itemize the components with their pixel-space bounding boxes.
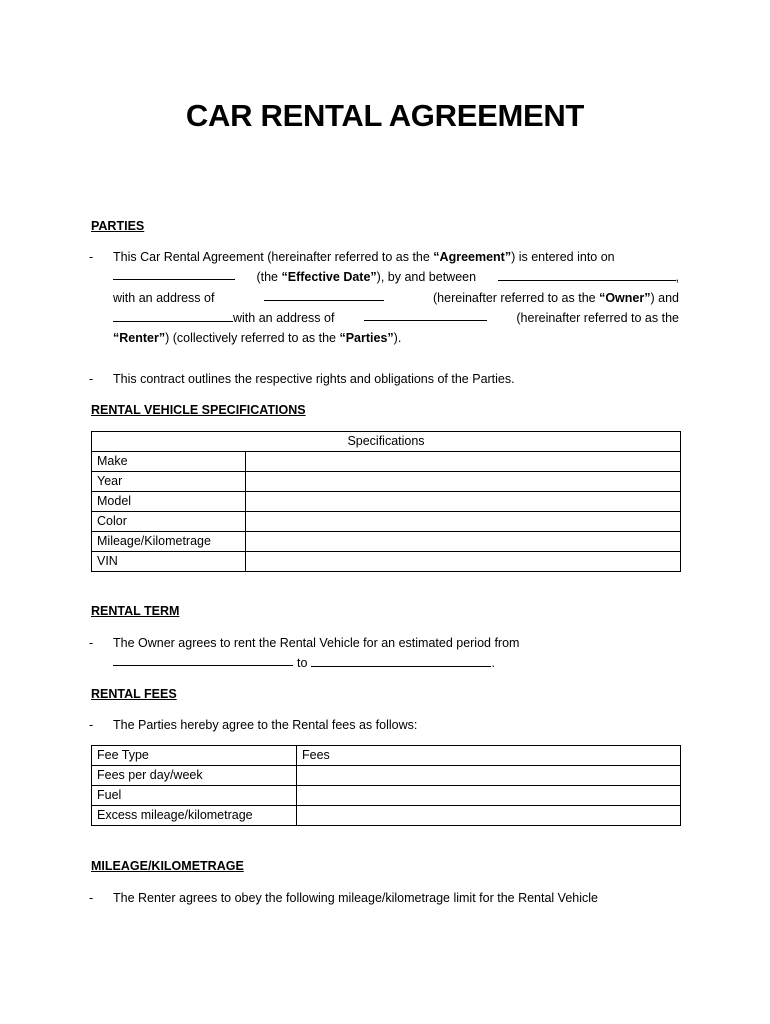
text: ), by and between (376, 270, 477, 285)
fee-type-header: Fee Type (92, 746, 297, 766)
spec-value-cell[interactable] (246, 472, 681, 492)
text: with an address of (113, 290, 215, 305)
end-date-blank[interactable] (311, 654, 491, 667)
table-header-row (92, 432, 681, 452)
spec-label-cell: Make (92, 452, 246, 472)
text: (the (256, 270, 282, 285)
spec-header-cell: Specifications (92, 432, 681, 452)
text: . (491, 656, 495, 671)
fee-value-cell[interactable] (297, 766, 681, 786)
parties-line-3 (113, 288, 679, 308)
parties-line-2 (113, 267, 679, 287)
fees-header: Fees (297, 746, 681, 766)
spec-value-cell[interactable] (246, 492, 681, 512)
text: to (297, 656, 308, 671)
renter-term: “Renter” (113, 331, 166, 346)
fee-value-cell[interactable] (297, 786, 681, 806)
parties-line-1 (113, 247, 679, 267)
table-header-row (92, 746, 681, 766)
text: , (675, 270, 679, 285)
spec-value-cell[interactable] (246, 532, 681, 552)
mileage-bullet: The Renter agrees to obey the following mileage/kilometrage limit for the Rental Vehicle (113, 891, 598, 905)
fee-label-cell: Fees per day/week (92, 766, 297, 786)
term-line-2 (113, 653, 679, 673)
spec-label-cell: Color (92, 512, 246, 532)
fee-label-cell: Excess mileage/kilometrage (92, 806, 297, 826)
owner-address-blank[interactable] (264, 288, 384, 301)
bullet-dash: - (89, 718, 94, 732)
spec-value-cell[interactable] (246, 452, 681, 472)
fee-value-cell[interactable] (297, 806, 681, 826)
term-heading: RENTAL TERM (91, 604, 180, 618)
table-row (92, 786, 681, 806)
text: This Car Rental Agreement (hereinafter referred to as the (113, 250, 434, 264)
table-row (92, 806, 681, 826)
bullet-dash: - (89, 250, 94, 264)
text: with an address of (233, 310, 335, 325)
bullet-dash: - (89, 891, 94, 905)
text: (hereinafter referred to as the (433, 290, 600, 305)
table-row (92, 532, 681, 552)
fees-bullet: The Parties hereby agree to the Rental fees as follows: (113, 718, 418, 732)
parties-line-4 (113, 308, 679, 328)
spec-label-cell: Mileage/Kilometrage (92, 532, 246, 552)
table-row (92, 492, 681, 512)
table-row (92, 766, 681, 786)
fee-label-cell: Fuel (92, 786, 297, 806)
parties-heading: PARTIES (91, 219, 145, 233)
table-row (92, 452, 681, 472)
spec-value-cell[interactable] (246, 512, 681, 532)
renter-name-blank[interactable] (113, 309, 233, 322)
spec-label-cell: Year (92, 472, 246, 492)
vehicle-spec-table (91, 431, 681, 572)
renter-address-blank[interactable] (364, 308, 487, 321)
bullet-dash: - (89, 372, 94, 386)
spec-label-cell: VIN (92, 552, 246, 572)
table-row (92, 552, 681, 572)
effective-date-term: “Effective Date” (281, 270, 377, 285)
parties-line-5 (113, 328, 679, 348)
fees-heading: RENTAL FEES (91, 687, 177, 701)
text: ) (collectively referred to as the (165, 331, 340, 346)
fees-table (91, 745, 681, 826)
agreement-term: “Agreement” (433, 250, 512, 264)
vehicle-heading: RENTAL VEHICLE SPECIFICATIONS (91, 403, 306, 417)
spec-label-cell: Model (92, 492, 246, 512)
text: ). (393, 331, 402, 346)
document-title: CAR RENTAL AGREEMENT (185, 98, 585, 133)
mileage-heading: MILEAGE/KILOMETRAGE (91, 859, 244, 873)
spec-value-cell[interactable] (246, 552, 681, 572)
term-text: The Owner agrees to rent the Rental Vehicle for an estimated period from (113, 636, 520, 650)
owner-name-blank[interactable] (498, 268, 676, 281)
owner-term: “Owner” (599, 290, 651, 305)
parties-term: “Parties” (339, 331, 394, 346)
term-paragraph (113, 633, 679, 674)
table-row (92, 512, 681, 532)
text: ) and (650, 290, 679, 305)
start-date-blank[interactable] (113, 653, 293, 666)
parties-bullet-2: This contract outlines the respective rights and obligations of the Parties. (113, 372, 515, 386)
text: (hereinafter referred to as the (516, 310, 679, 325)
text: ) is entered into on (511, 250, 615, 264)
bullet-dash: - (89, 636, 94, 650)
table-row (92, 472, 681, 492)
parties-paragraph (113, 247, 679, 348)
effective-date-blank[interactable] (113, 267, 235, 280)
